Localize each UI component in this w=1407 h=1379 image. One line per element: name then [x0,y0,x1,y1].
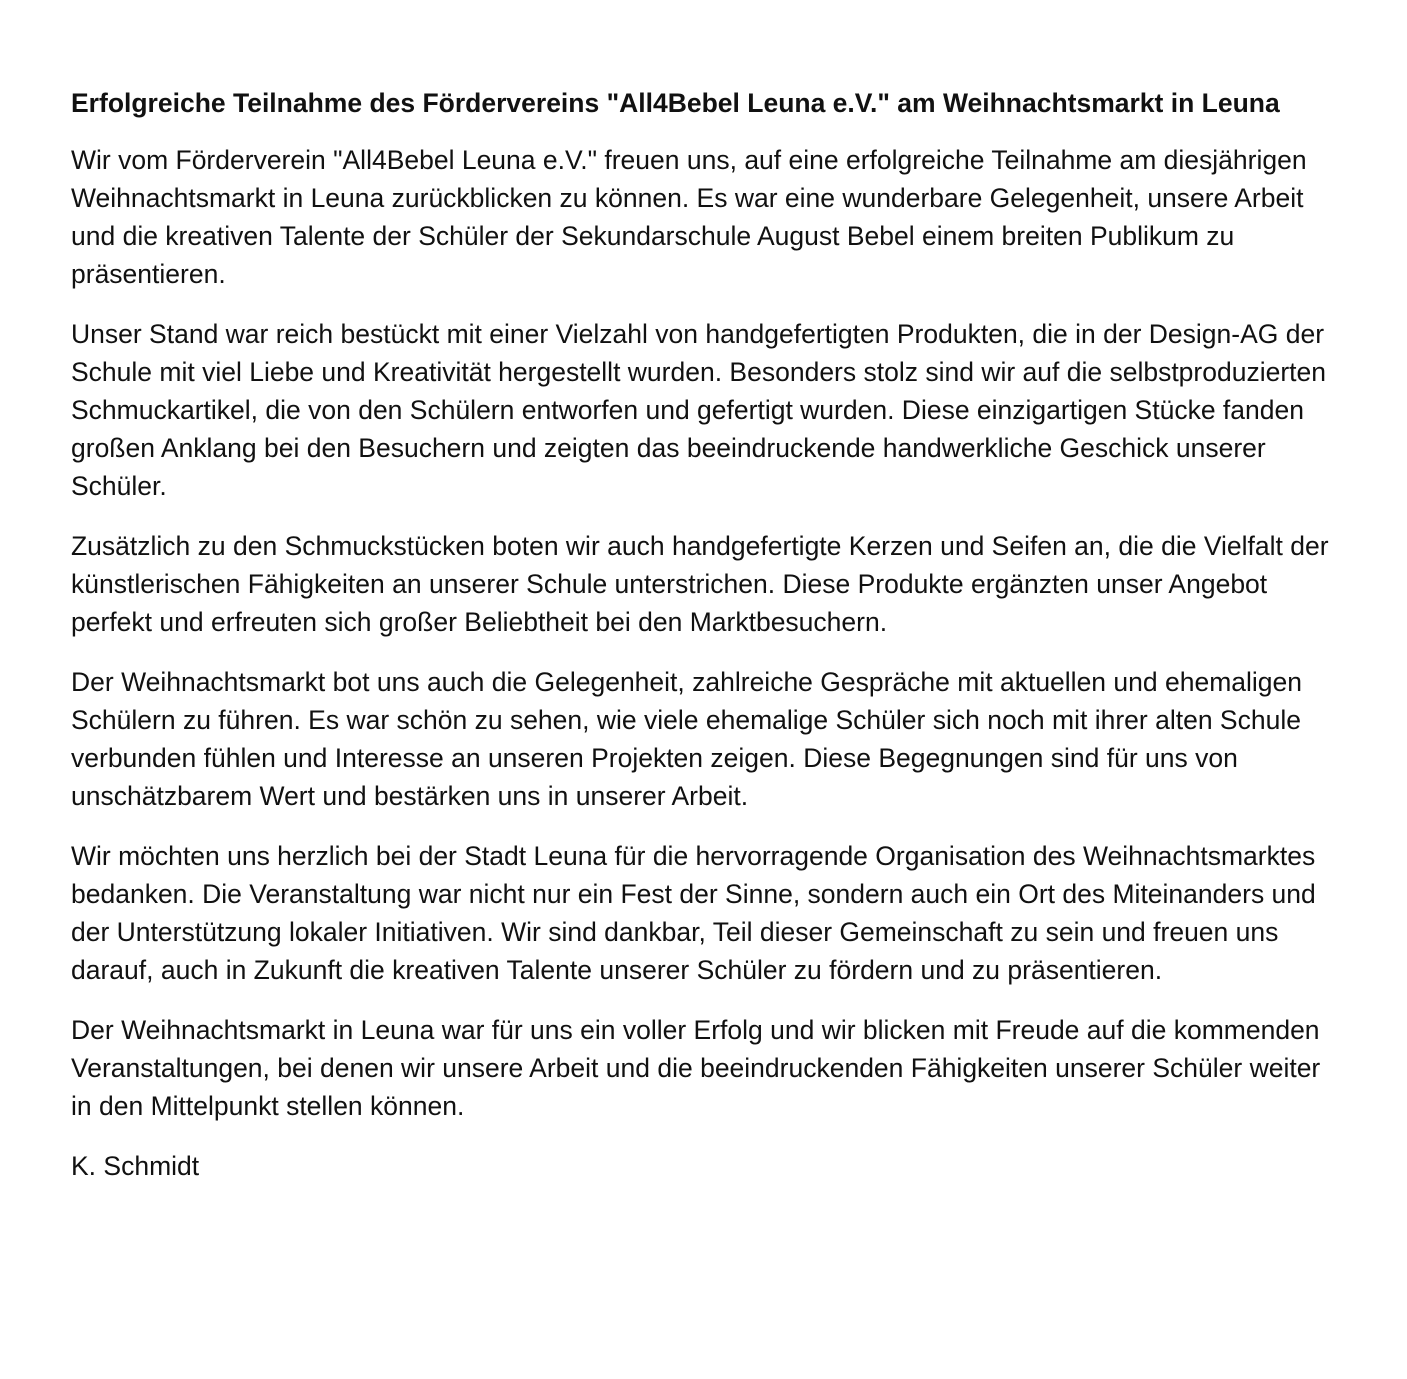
author-signature: K. Schmidt [71,1151,200,1181]
paragraph-thanks: Wir möchten uns herzlich bei der Stadt Leuna für die hervorragende Organisation des Weihnachtsmarktes bedanken. Die Veranstaltung war nicht nur ein Fest der Sinne, sondern auch ein Ort des Miteinanders und der Unterstützung lokaler Initiativen. Wir sind dankbar, Teil dieser Gemeinschaft zu sein und freuen uns darauf, auch in Zukunft die kreativen Talente unserer Schüler zu fördern und zu präsentieren. [71,841,1316,985]
article-title: Erfolgreiche Teilnahme des Fördervereins "All4Bebel Leuna e.V." am Weihnachtsmarkt in Leuna [71,88,1280,118]
paragraph-conclusion: Der Weihnachtsmarkt in Leuna war für uns ein voller Erfolg und wir blicken mit Freude auf die kommenden Veranstaltungen, bei denen wir unsere Arbeit und die beeindruckenden Fähigkeiten unserer Schüler weiter in den Mittelpunkt stellen können. [71,1015,1321,1121]
paragraph-conversations: Der Weihnachtsmarkt bot uns auch die Gelegenheit, zahlreiche Gespräche mit aktuellen und ehemaligen Schülern zu führen. Es war schön zu sehen, wie viele ehemalige Schüler sich noch mit ihrer alten Schule verbunden fühlen und Interesse an unseren Projekten zeigen. Diese Begegnungen sind für uns von unschätzbarem Wert und bestärken uns in unserer Arbeit. [71,667,1302,811]
document-page [71,84,1341,1185]
paragraph-intro: Wir vom Förderverein "All4Bebel Leuna e.V." freuen uns, auf eine erfolgreiche Teilnahme am diesjährigen Weihnachtsmarkt in Leuna zurückblicken zu können. Es war eine wunderbare Gelegenheit, unsere Arbeit und die kreativen Talente der Schüler der Sekundarschule August Bebel einem breiten Publikum zu präsentieren. [71,145,1307,289]
paragraph-stand: Unser Stand war reich bestückt mit einer Vielzahl von handgefertigten Produkten, die in der Design-AG der Schule mit viel Liebe und Kreativität hergestellt wurden. Besonders stolz sind wir auf die selbstproduzierten Schmuckartikel, die von den Schülern entworfen und gefertigt wurden. Diese einzigartigen Stücke fanden großen Anklang bei den Besuchern und zeigten das beeindruckende handwerkliche Geschick unserer Schüler. [71,319,1326,501]
paragraph-products: Zusätzlich zu den Schmuckstücken boten wir auch handgefertigte Kerzen und Seifen an, die die Vielfalt der künstlerischen Fähigkeiten an unserer Schule unterstrichen. Diese Produkte ergänzten unser Angebot perfekt und erfreuten sich großer Beliebtheit bei den Marktbesuchern. [71,531,1329,637]
